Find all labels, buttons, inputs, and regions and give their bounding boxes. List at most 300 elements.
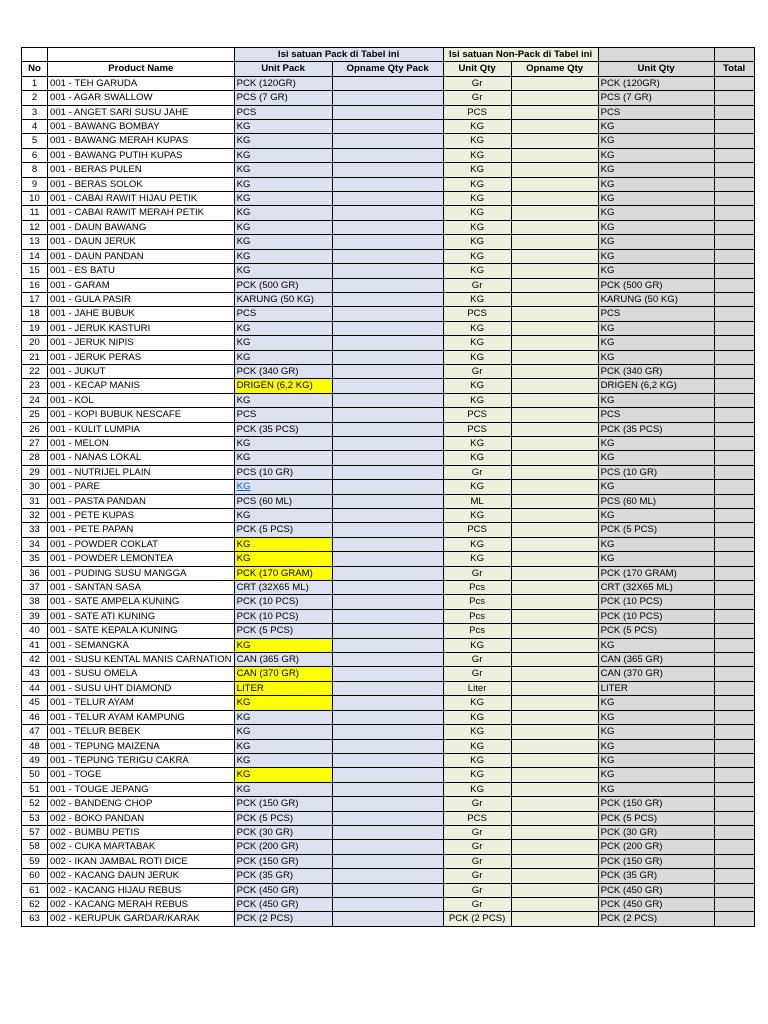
cell-no[interactable]: 30 bbox=[22, 480, 48, 494]
cell-product-name[interactable]: 001 - KOL bbox=[48, 393, 235, 407]
cell-opname-qty[interactable] bbox=[511, 177, 598, 191]
cell-unit-qty-2[interactable]: PCK (10 PCS) bbox=[598, 595, 714, 609]
cell-unit-qty[interactable]: KG bbox=[443, 235, 511, 249]
cell-unit-qty[interactable]: KG bbox=[443, 509, 511, 523]
cell-product-name[interactable]: 001 - BAWANG PUTIH KUPAS bbox=[48, 148, 235, 162]
cell-unit-qty[interactable]: Gr bbox=[443, 653, 511, 667]
cell-product-name[interactable]: 001 - NANAS LOKAL bbox=[48, 451, 235, 465]
cell-unit-pack[interactable]: PCK (200 GR) bbox=[234, 840, 332, 854]
cell-total[interactable] bbox=[714, 134, 754, 148]
cell-unit-qty-2[interactable]: PCS (60 ML) bbox=[598, 494, 714, 508]
cell-unit-qty-2[interactable]: PCK (200 GR) bbox=[598, 840, 714, 854]
cell-unit-qty[interactable]: KG bbox=[443, 725, 511, 739]
cell-no[interactable]: 48 bbox=[22, 739, 48, 753]
cell-total[interactable] bbox=[714, 768, 754, 782]
cell-unit-pack[interactable]: PCK (450 GR) bbox=[234, 883, 332, 897]
cell-unit-pack[interactable]: PCK (5 PCS) bbox=[234, 624, 332, 638]
cell-total[interactable] bbox=[714, 912, 754, 926]
cell-product-name[interactable]: 001 - ANGET SARI SUSU JAHE bbox=[48, 105, 235, 119]
cell-unit-qty-2[interactable]: PCK (5 PCS) bbox=[598, 523, 714, 537]
cell-total[interactable] bbox=[714, 292, 754, 306]
cell-no[interactable]: 59 bbox=[22, 854, 48, 868]
cell-total[interactable] bbox=[714, 220, 754, 234]
cell-opname-qty[interactable] bbox=[511, 840, 598, 854]
col-header-unit-qty[interactable]: Unit Qty bbox=[443, 62, 511, 76]
cell-unit-pack[interactable]: PCK (340 GR) bbox=[234, 364, 332, 378]
cell-no[interactable]: 32 bbox=[22, 509, 48, 523]
cell-total[interactable] bbox=[714, 408, 754, 422]
cell-product-name[interactable]: 001 - SATE ATI KUNING bbox=[48, 609, 235, 623]
cell-no[interactable]: 6 bbox=[22, 148, 48, 162]
cell-total[interactable] bbox=[714, 825, 754, 839]
cell-unit-pack[interactable]: KG bbox=[234, 177, 332, 191]
cell-no[interactable]: 12 bbox=[22, 220, 48, 234]
cell-product-name[interactable]: 002 - IKAN JAMBAL ROTI DICE bbox=[48, 854, 235, 868]
cell-no[interactable]: 16 bbox=[22, 278, 48, 292]
cell-opname-qty-pack[interactable] bbox=[332, 653, 443, 667]
cell-opname-qty[interactable] bbox=[511, 292, 598, 306]
cell-unit-qty-2[interactable]: KG bbox=[598, 451, 714, 465]
cell-opname-qty[interactable] bbox=[511, 451, 598, 465]
cell-unit-pack[interactable]: PCK (450 GR) bbox=[234, 897, 332, 911]
cell-total[interactable] bbox=[714, 552, 754, 566]
cell-unit-pack[interactable]: KG bbox=[234, 753, 332, 767]
cell-product-name[interactable]: 002 - BANDENG CHOP bbox=[48, 797, 235, 811]
cell-unit-pack[interactable]: CAN (370 GR) bbox=[234, 667, 332, 681]
cell-unit-qty[interactable]: KG bbox=[443, 177, 511, 191]
cell-total[interactable] bbox=[714, 206, 754, 220]
cell-unit-pack[interactable]: KG bbox=[234, 393, 332, 407]
cell-unit-qty[interactable]: KG bbox=[443, 292, 511, 306]
cell-unit-qty-2[interactable]: KG bbox=[598, 436, 714, 450]
cell-unit-pack[interactable] bbox=[234, 480, 332, 494]
cell-opname-qty-pack[interactable] bbox=[332, 379, 443, 393]
cell-total[interactable] bbox=[714, 854, 754, 868]
cell-product-name[interactable]: 001 - BAWANG BOMBAY bbox=[48, 120, 235, 134]
cell-unit-qty[interactable]: Gr bbox=[443, 883, 511, 897]
cell-opname-qty-pack[interactable] bbox=[332, 307, 443, 321]
cell-total[interactable] bbox=[714, 494, 754, 508]
cell-opname-qty-pack[interactable] bbox=[332, 840, 443, 854]
cell-unit-qty[interactable]: KG bbox=[443, 321, 511, 335]
cell-product-name[interactable]: 001 - POWDER COKLAT bbox=[48, 537, 235, 551]
cell-unit-qty[interactable]: Gr bbox=[443, 797, 511, 811]
cell-unit-pack[interactable]: PCS bbox=[234, 105, 332, 119]
cell-opname-qty-pack[interactable] bbox=[332, 595, 443, 609]
cell-opname-qty[interactable] bbox=[511, 408, 598, 422]
cell-opname-qty-pack[interactable] bbox=[332, 249, 443, 263]
cell-product-name[interactable]: 002 - KACANG MERAH REBUS bbox=[48, 897, 235, 911]
cell-product-name[interactable]: 001 - MELON bbox=[48, 436, 235, 450]
cell-total[interactable] bbox=[714, 681, 754, 695]
cell-unit-qty[interactable]: PCS bbox=[443, 105, 511, 119]
cell-total[interactable] bbox=[714, 264, 754, 278]
group-blank-name[interactable] bbox=[48, 48, 235, 62]
cell-no[interactable]: 2 bbox=[22, 91, 48, 105]
cell-unit-pack[interactable]: KG bbox=[234, 638, 332, 652]
cell-opname-qty-pack[interactable] bbox=[332, 509, 443, 523]
cell-opname-qty-pack[interactable] bbox=[332, 869, 443, 883]
cell-unit-qty-2[interactable]: PCK (30 GR) bbox=[598, 825, 714, 839]
cell-unit-qty-2[interactable]: KG bbox=[598, 206, 714, 220]
cell-opname-qty-pack[interactable] bbox=[332, 278, 443, 292]
cell-unit-qty-2[interactable]: KG bbox=[598, 134, 714, 148]
cell-unit-pack[interactable]: PCK (30 GR) bbox=[234, 825, 332, 839]
cell-unit-qty[interactable]: PCS bbox=[443, 422, 511, 436]
cell-unit-qty[interactable]: KG bbox=[443, 120, 511, 134]
cell-unit-qty-2[interactable]: PCS (10 GR) bbox=[598, 465, 714, 479]
cell-product-name[interactable]: 001 - PASTA PANDAN bbox=[48, 494, 235, 508]
cell-total[interactable] bbox=[714, 509, 754, 523]
cell-total[interactable] bbox=[714, 148, 754, 162]
cell-unit-pack[interactable]: PCK (10 PCS) bbox=[234, 609, 332, 623]
cell-unit-qty[interactable]: KG bbox=[443, 264, 511, 278]
cell-unit-qty[interactable]: Gr bbox=[443, 667, 511, 681]
cell-opname-qty-pack[interactable] bbox=[332, 163, 443, 177]
cell-unit-qty[interactable]: KG bbox=[443, 192, 511, 206]
cell-opname-qty[interactable] bbox=[511, 537, 598, 551]
cell-no[interactable]: 37 bbox=[22, 581, 48, 595]
cell-unit-qty[interactable]: KG bbox=[443, 537, 511, 551]
cell-product-name[interactable]: 001 - JERUK KASTURI bbox=[48, 321, 235, 335]
cell-total[interactable] bbox=[714, 753, 754, 767]
cell-total[interactable] bbox=[714, 869, 754, 883]
cell-no[interactable]: 25 bbox=[22, 408, 48, 422]
cell-unit-qty[interactable]: KG bbox=[443, 480, 511, 494]
col-header-unit-pack[interactable]: Unit Pack bbox=[234, 62, 332, 76]
cell-unit-pack[interactable]: PCS (60 ML) bbox=[234, 494, 332, 508]
cell-product-name[interactable]: 001 - CABAI RAWIT MERAH PETIK bbox=[48, 206, 235, 220]
cell-product-name[interactable]: 002 - KERUPUK GARDAR/KARAK bbox=[48, 912, 235, 926]
cell-unit-qty-2[interactable]: KG bbox=[598, 264, 714, 278]
cell-unit-qty-2[interactable]: KG bbox=[598, 120, 714, 134]
cell-unit-qty[interactable]: Gr bbox=[443, 869, 511, 883]
cell-opname-qty[interactable] bbox=[511, 681, 598, 695]
cell-opname-qty[interactable] bbox=[511, 869, 598, 883]
cell-unit-qty-2[interactable]: PCK (35 GR) bbox=[598, 869, 714, 883]
cell-total[interactable] bbox=[714, 537, 754, 551]
cell-product-name[interactable]: 001 - DAUN BAWANG bbox=[48, 220, 235, 234]
cell-opname-qty-pack[interactable] bbox=[332, 480, 443, 494]
cell-product-name[interactable]: 001 - SATE AMPELA KUNING bbox=[48, 595, 235, 609]
cell-unit-qty-2[interactable]: PCK (10 PCS) bbox=[598, 609, 714, 623]
cell-total[interactable] bbox=[714, 566, 754, 580]
cell-product-name[interactable]: 001 - KOPI BUBUK NESCAFE bbox=[48, 408, 235, 422]
cell-unit-qty[interactable]: Gr bbox=[443, 76, 511, 90]
cell-product-name[interactable]: 002 - BUMBU PETIS bbox=[48, 825, 235, 839]
cell-no[interactable]: 52 bbox=[22, 797, 48, 811]
cell-product-name[interactable]: 001 - BERAS SOLOK bbox=[48, 177, 235, 191]
cell-no[interactable]: 44 bbox=[22, 681, 48, 695]
cell-opname-qty[interactable] bbox=[511, 220, 598, 234]
cell-unit-pack[interactable]: PCK (10 PCS) bbox=[234, 595, 332, 609]
cell-unit-qty[interactable]: PCS bbox=[443, 307, 511, 321]
cell-opname-qty[interactable] bbox=[511, 379, 598, 393]
cell-no[interactable]: 40 bbox=[22, 624, 48, 638]
cell-opname-qty-pack[interactable] bbox=[332, 120, 443, 134]
cell-opname-qty[interactable] bbox=[511, 436, 598, 450]
cell-unit-qty[interactable]: PCS bbox=[443, 811, 511, 825]
cell-product-name[interactable]: 001 - BERAS PULEN bbox=[48, 163, 235, 177]
cell-unit-pack[interactable]: DRIGEN (6,2 KG) bbox=[234, 379, 332, 393]
cell-product-name[interactable]: 002 - BOKO PANDAN bbox=[48, 811, 235, 825]
cell-total[interactable] bbox=[714, 235, 754, 249]
cell-product-name[interactable]: 001 - SUSU OMELA bbox=[48, 667, 235, 681]
cell-no[interactable]: 36 bbox=[22, 566, 48, 580]
cell-unit-qty[interactable]: ML bbox=[443, 494, 511, 508]
cell-opname-qty[interactable] bbox=[511, 710, 598, 724]
cell-total[interactable] bbox=[714, 451, 754, 465]
cell-opname-qty-pack[interactable] bbox=[332, 134, 443, 148]
cell-unit-qty-2[interactable]: KARUNG (50 KG) bbox=[598, 292, 714, 306]
cell-no[interactable]: 57 bbox=[22, 825, 48, 839]
cell-unit-pack[interactable]: KG bbox=[234, 739, 332, 753]
cell-no[interactable]: 61 bbox=[22, 883, 48, 897]
cell-no[interactable]: 58 bbox=[22, 840, 48, 854]
cell-opname-qty[interactable] bbox=[511, 76, 598, 90]
cell-opname-qty-pack[interactable] bbox=[332, 465, 443, 479]
cell-product-name[interactable]: 002 - CUKA MARTABAK bbox=[48, 840, 235, 854]
cell-opname-qty-pack[interactable] bbox=[332, 768, 443, 782]
cell-no[interactable]: 33 bbox=[22, 523, 48, 537]
cell-unit-pack[interactable]: KG bbox=[234, 451, 332, 465]
cell-unit-qty[interactable]: KG bbox=[443, 696, 511, 710]
cell-product-name[interactable]: 001 - SANTAN SASA bbox=[48, 581, 235, 595]
cell-total[interactable] bbox=[714, 192, 754, 206]
cell-no[interactable]: 45 bbox=[22, 696, 48, 710]
cell-product-name[interactable]: 001 - AGAR SWALLOW bbox=[48, 91, 235, 105]
cell-opname-qty[interactable] bbox=[511, 91, 598, 105]
cell-unit-qty-2[interactable]: KG bbox=[598, 537, 714, 551]
cell-opname-qty[interactable] bbox=[511, 509, 598, 523]
cell-unit-qty[interactable]: KG bbox=[443, 249, 511, 263]
cell-opname-qty-pack[interactable] bbox=[332, 192, 443, 206]
cell-unit-qty-2[interactable]: KG bbox=[598, 148, 714, 162]
cell-product-name[interactable]: 001 - JERUK NIPIS bbox=[48, 336, 235, 350]
cell-unit-qty-2[interactable]: KG bbox=[598, 249, 714, 263]
cell-no[interactable]: 42 bbox=[22, 653, 48, 667]
cell-unit-qty[interactable]: KG bbox=[443, 206, 511, 220]
cell-unit-qty-2[interactable]: KG bbox=[598, 480, 714, 494]
cell-opname-qty[interactable] bbox=[511, 465, 598, 479]
cell-unit-qty[interactable]: Gr bbox=[443, 364, 511, 378]
cell-product-name[interactable]: 001 - TEPUNG TERIGU CAKRA bbox=[48, 753, 235, 767]
cell-unit-qty[interactable]: KG bbox=[443, 782, 511, 796]
cell-opname-qty-pack[interactable] bbox=[332, 235, 443, 249]
cell-opname-qty[interactable] bbox=[511, 782, 598, 796]
cell-no[interactable]: 18 bbox=[22, 307, 48, 321]
cell-unit-pack[interactable]: PCS (10 GR) bbox=[234, 465, 332, 479]
cell-unit-qty-2[interactable]: LITER bbox=[598, 681, 714, 695]
cell-total[interactable] bbox=[714, 595, 754, 609]
cell-opname-qty[interactable] bbox=[511, 523, 598, 537]
cell-total[interactable] bbox=[714, 897, 754, 911]
cell-unit-pack[interactable]: KG bbox=[234, 249, 332, 263]
cell-unit-qty[interactable]: KG bbox=[443, 451, 511, 465]
cell-no[interactable]: 26 bbox=[22, 422, 48, 436]
cell-product-name[interactable]: 001 - TELUR AYAM KAMPUNG bbox=[48, 710, 235, 724]
cell-total[interactable] bbox=[714, 696, 754, 710]
cell-unit-qty[interactable]: KG bbox=[443, 710, 511, 724]
cell-no[interactable]: 35 bbox=[22, 552, 48, 566]
cell-product-name[interactable]: 001 - CABAI RAWIT HIJAU PETIK bbox=[48, 192, 235, 206]
cell-total[interactable] bbox=[714, 581, 754, 595]
cell-unit-qty-2[interactable]: PCK (150 GR) bbox=[598, 854, 714, 868]
cell-no[interactable]: 14 bbox=[22, 249, 48, 263]
cell-unit-qty[interactable]: KG bbox=[443, 739, 511, 753]
cell-unit-pack[interactable]: KG bbox=[234, 725, 332, 739]
cell-total[interactable] bbox=[714, 177, 754, 191]
cell-unit-qty[interactable]: PCS bbox=[443, 408, 511, 422]
cell-product-name[interactable]: 001 - POWDER LEMONTEA bbox=[48, 552, 235, 566]
cell-opname-qty[interactable] bbox=[511, 105, 598, 119]
cell-unit-pack[interactable]: KG bbox=[234, 264, 332, 278]
cell-no[interactable]: 10 bbox=[22, 192, 48, 206]
cell-no[interactable]: 31 bbox=[22, 494, 48, 508]
cell-unit-qty-2[interactable]: PCK (170 GRAM) bbox=[598, 566, 714, 580]
cell-unit-qty[interactable]: KG bbox=[443, 393, 511, 407]
cell-opname-qty-pack[interactable] bbox=[332, 523, 443, 537]
cell-opname-qty[interactable] bbox=[511, 725, 598, 739]
cell-unit-qty-2[interactable]: KG bbox=[598, 552, 714, 566]
cell-total[interactable] bbox=[714, 811, 754, 825]
cell-opname-qty-pack[interactable] bbox=[332, 797, 443, 811]
cell-no[interactable]: 17 bbox=[22, 292, 48, 306]
cell-unit-qty[interactable]: Gr bbox=[443, 897, 511, 911]
cell-opname-qty[interactable] bbox=[511, 393, 598, 407]
cell-unit-pack[interactable]: KG bbox=[234, 220, 332, 234]
cell-opname-qty-pack[interactable] bbox=[332, 638, 443, 652]
cell-total[interactable] bbox=[714, 436, 754, 450]
cell-total[interactable] bbox=[714, 422, 754, 436]
cell-unit-pack[interactable]: KG bbox=[234, 710, 332, 724]
cell-unit-qty[interactable]: Pcs bbox=[443, 624, 511, 638]
cell-opname-qty[interactable] bbox=[511, 739, 598, 753]
cell-unit-qty-2[interactable]: CRT (32X65 ML) bbox=[598, 581, 714, 595]
cell-total[interactable] bbox=[714, 336, 754, 350]
cell-product-name[interactable]: 001 - ES BATU bbox=[48, 264, 235, 278]
cell-unit-qty-2[interactable]: PCS bbox=[598, 307, 714, 321]
cell-unit-pack[interactable]: KG bbox=[234, 321, 332, 335]
cell-opname-qty-pack[interactable] bbox=[332, 897, 443, 911]
cell-opname-qty[interactable] bbox=[511, 321, 598, 335]
cell-opname-qty[interactable] bbox=[511, 264, 598, 278]
cell-product-name[interactable]: 001 - KECAP MANIS bbox=[48, 379, 235, 393]
cell-unit-qty[interactable]: KG bbox=[443, 379, 511, 393]
cell-total[interactable] bbox=[714, 739, 754, 753]
cell-unit-pack[interactable]: PCK (170 GRAM) bbox=[234, 566, 332, 580]
cell-product-name[interactable]: 001 - SUSU UHT DIAMOND bbox=[48, 681, 235, 695]
cell-unit-qty[interactable]: Liter bbox=[443, 681, 511, 695]
cell-unit-qty[interactable]: Pcs bbox=[443, 609, 511, 623]
cell-opname-qty-pack[interactable] bbox=[332, 336, 443, 350]
cell-unit-qty-2[interactable]: KG bbox=[598, 393, 714, 407]
cell-unit-pack[interactable]: PCS (7 GR) bbox=[234, 91, 332, 105]
cell-opname-qty-pack[interactable] bbox=[332, 883, 443, 897]
cell-opname-qty[interactable] bbox=[511, 797, 598, 811]
cell-unit-qty-2[interactable]: KG bbox=[598, 768, 714, 782]
cell-no[interactable]: 43 bbox=[22, 667, 48, 681]
cell-opname-qty-pack[interactable] bbox=[332, 825, 443, 839]
cell-no[interactable]: 20 bbox=[22, 336, 48, 350]
cell-total[interactable] bbox=[714, 105, 754, 119]
cell-product-name[interactable]: 001 - GARAM bbox=[48, 278, 235, 292]
cell-unit-pack[interactable]: PCS bbox=[234, 307, 332, 321]
cell-total[interactable] bbox=[714, 523, 754, 537]
cell-no[interactable]: 49 bbox=[22, 753, 48, 767]
cell-no[interactable]: 24 bbox=[22, 393, 48, 407]
col-header-opname-qty-pack[interactable]: Opname Qty Pack bbox=[332, 62, 443, 76]
cell-unit-pack[interactable]: PCK (150 GR) bbox=[234, 854, 332, 868]
cell-opname-qty-pack[interactable] bbox=[332, 681, 443, 695]
cell-no[interactable]: 50 bbox=[22, 768, 48, 782]
cell-unit-qty-2[interactable]: KG bbox=[598, 753, 714, 767]
cell-opname-qty-pack[interactable] bbox=[332, 206, 443, 220]
cell-opname-qty-pack[interactable] bbox=[332, 566, 443, 580]
cell-unit-qty[interactable]: KG bbox=[443, 753, 511, 767]
cell-product-name[interactable]: 001 - PETE KUPAS bbox=[48, 509, 235, 523]
cell-unit-qty[interactable]: KG bbox=[443, 336, 511, 350]
cell-no[interactable]: 21 bbox=[22, 350, 48, 364]
cell-unit-qty-2[interactable]: PCK (150 GR) bbox=[598, 797, 714, 811]
cell-unit-pack[interactable]: KG bbox=[234, 134, 332, 148]
cell-product-name[interactable]: 001 - TEH GARUDA bbox=[48, 76, 235, 90]
col-header-opname-qty[interactable]: Opname Qty bbox=[511, 62, 598, 76]
cell-total[interactable] bbox=[714, 782, 754, 796]
cell-no[interactable]: 60 bbox=[22, 869, 48, 883]
cell-total[interactable] bbox=[714, 480, 754, 494]
cell-total[interactable] bbox=[714, 609, 754, 623]
group-blank-unitqty[interactable] bbox=[598, 48, 714, 62]
cell-total[interactable] bbox=[714, 638, 754, 652]
cell-opname-qty-pack[interactable] bbox=[332, 667, 443, 681]
cell-unit-qty[interactable]: KG bbox=[443, 768, 511, 782]
cell-unit-qty-2[interactable]: PCK (2 PCS) bbox=[598, 912, 714, 926]
cell-opname-qty-pack[interactable] bbox=[332, 609, 443, 623]
cell-unit-pack[interactable]: KARUNG (50 KG) bbox=[234, 292, 332, 306]
col-header-total[interactable]: Total bbox=[714, 62, 754, 76]
cell-product-name[interactable]: 002 - KACANG HIJAU REBUS bbox=[48, 883, 235, 897]
cell-unit-qty-2[interactable]: PCS bbox=[598, 408, 714, 422]
cell-opname-qty[interactable] bbox=[511, 134, 598, 148]
cell-unit-pack[interactable]: KG bbox=[234, 782, 332, 796]
cell-opname-qty[interactable] bbox=[511, 912, 598, 926]
cell-unit-qty[interactable]: Pcs bbox=[443, 595, 511, 609]
cell-unit-qty[interactable]: KG bbox=[443, 148, 511, 162]
cell-opname-qty[interactable] bbox=[511, 768, 598, 782]
cell-opname-qty[interactable] bbox=[511, 595, 598, 609]
group-header-pack[interactable]: Isi satuan Pack di Tabel ini bbox=[234, 48, 443, 62]
cell-unit-qty[interactable]: Gr bbox=[443, 465, 511, 479]
cell-no[interactable]: 22 bbox=[22, 364, 48, 378]
cell-opname-qty-pack[interactable] bbox=[332, 105, 443, 119]
cell-total[interactable] bbox=[714, 667, 754, 681]
cell-unit-pack[interactable]: PCK (120GR) bbox=[234, 76, 332, 90]
cell-opname-qty[interactable] bbox=[511, 163, 598, 177]
cell-opname-qty[interactable] bbox=[511, 753, 598, 767]
cell-opname-qty-pack[interactable] bbox=[332, 264, 443, 278]
cell-no[interactable]: 34 bbox=[22, 537, 48, 551]
cell-unit-qty[interactable]: Gr bbox=[443, 854, 511, 868]
cell-opname-qty-pack[interactable] bbox=[332, 710, 443, 724]
cell-no[interactable]: 19 bbox=[22, 321, 48, 335]
cell-total[interactable] bbox=[714, 710, 754, 724]
cell-opname-qty[interactable] bbox=[511, 638, 598, 652]
cell-unit-pack[interactable]: KG bbox=[234, 350, 332, 364]
cell-unit-pack[interactable]: KG bbox=[234, 436, 332, 450]
cell-opname-qty[interactable] bbox=[511, 336, 598, 350]
col-header-product-name[interactable]: Product Name bbox=[48, 62, 235, 76]
